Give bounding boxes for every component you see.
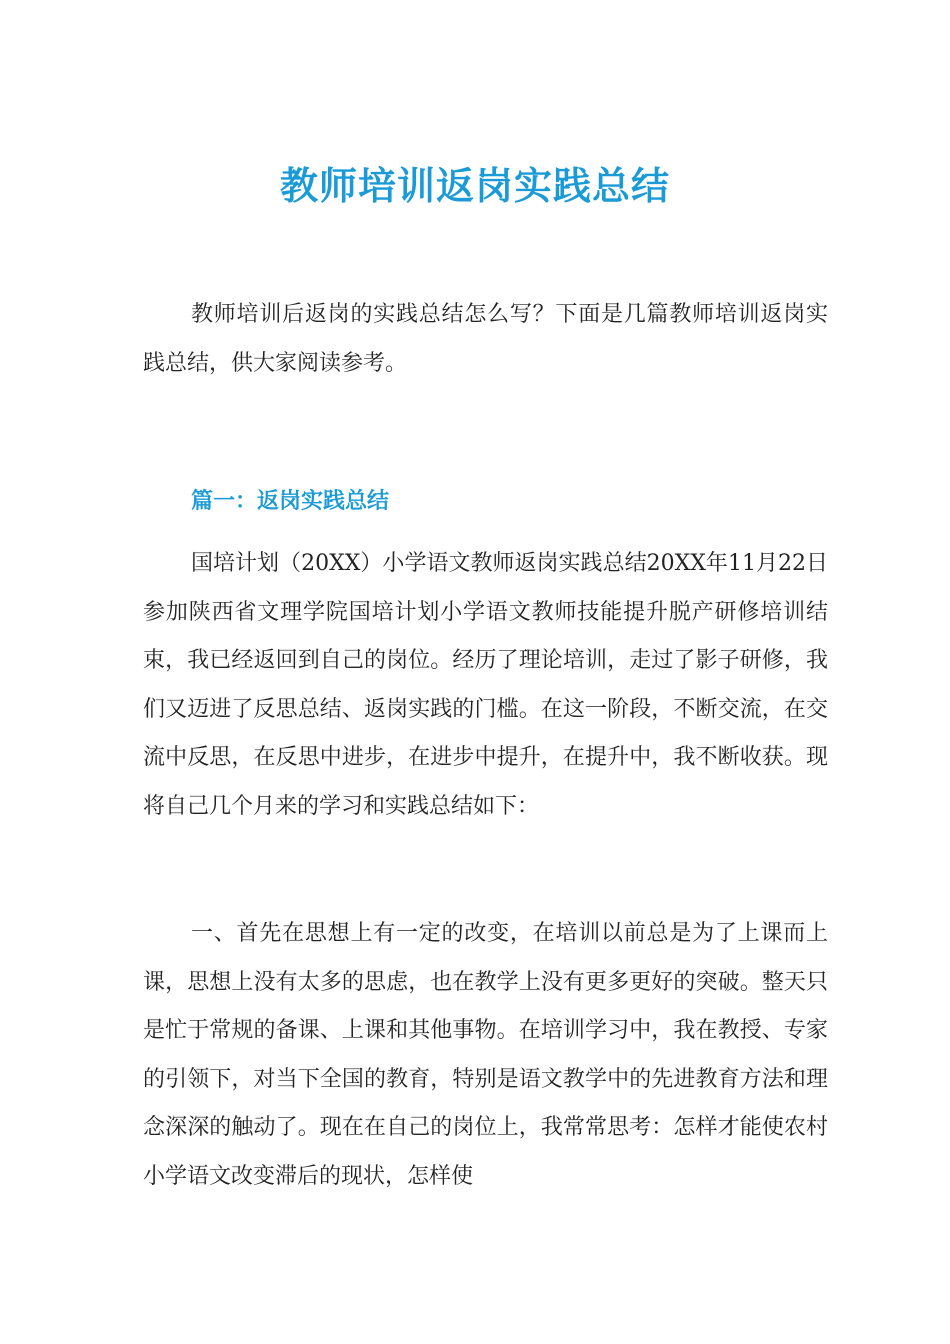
- body-paragraph-2: 一、首先在思想上有一定的改变，在培训以前总是为了上课而上课，思想上没有太多的思虑，也在教学上没有更多更好的突破。整天只是忙于常规的备课、上课和其他事物。在培训学习中，我在教授、专家的引领下，对当下全国的教育，特别是语文教学中的先进教育方法和理念深深的触动了。现在在自己的岗位上，我常常思考：怎样才能使农村小学语文改变滞后的现状，怎样使: [143, 921, 828, 1189]
- document-title: 教师培训返岗实践总结: [279, 164, 670, 208]
- intro-paragraph: 教师培训后返岗的实践总结怎么写？下面是几篇教师培训返岗实践总结，供大家阅读参考。: [143, 302, 828, 376]
- body-paragraph-1: 国培计划（20XX）小学语文教师返岗实践总结20XX年11月22日参加陕西省文理学院国培计划小学语文教师技能提升脱产研修培训结束，我已经返回到自己的岗位。经历了理论培训，走过了影子研修，我们又迈进了反思总结、返岗实践的门槛。在这一阶段，不断交流，在交流中反思，在反思中进步，在进步中提升，在提升中，我不断收获。现将自己几个月来的学习和实践总结如下：: [143, 551, 828, 819]
- section-heading: 篇一：返岗实践总结: [191, 488, 390, 514]
